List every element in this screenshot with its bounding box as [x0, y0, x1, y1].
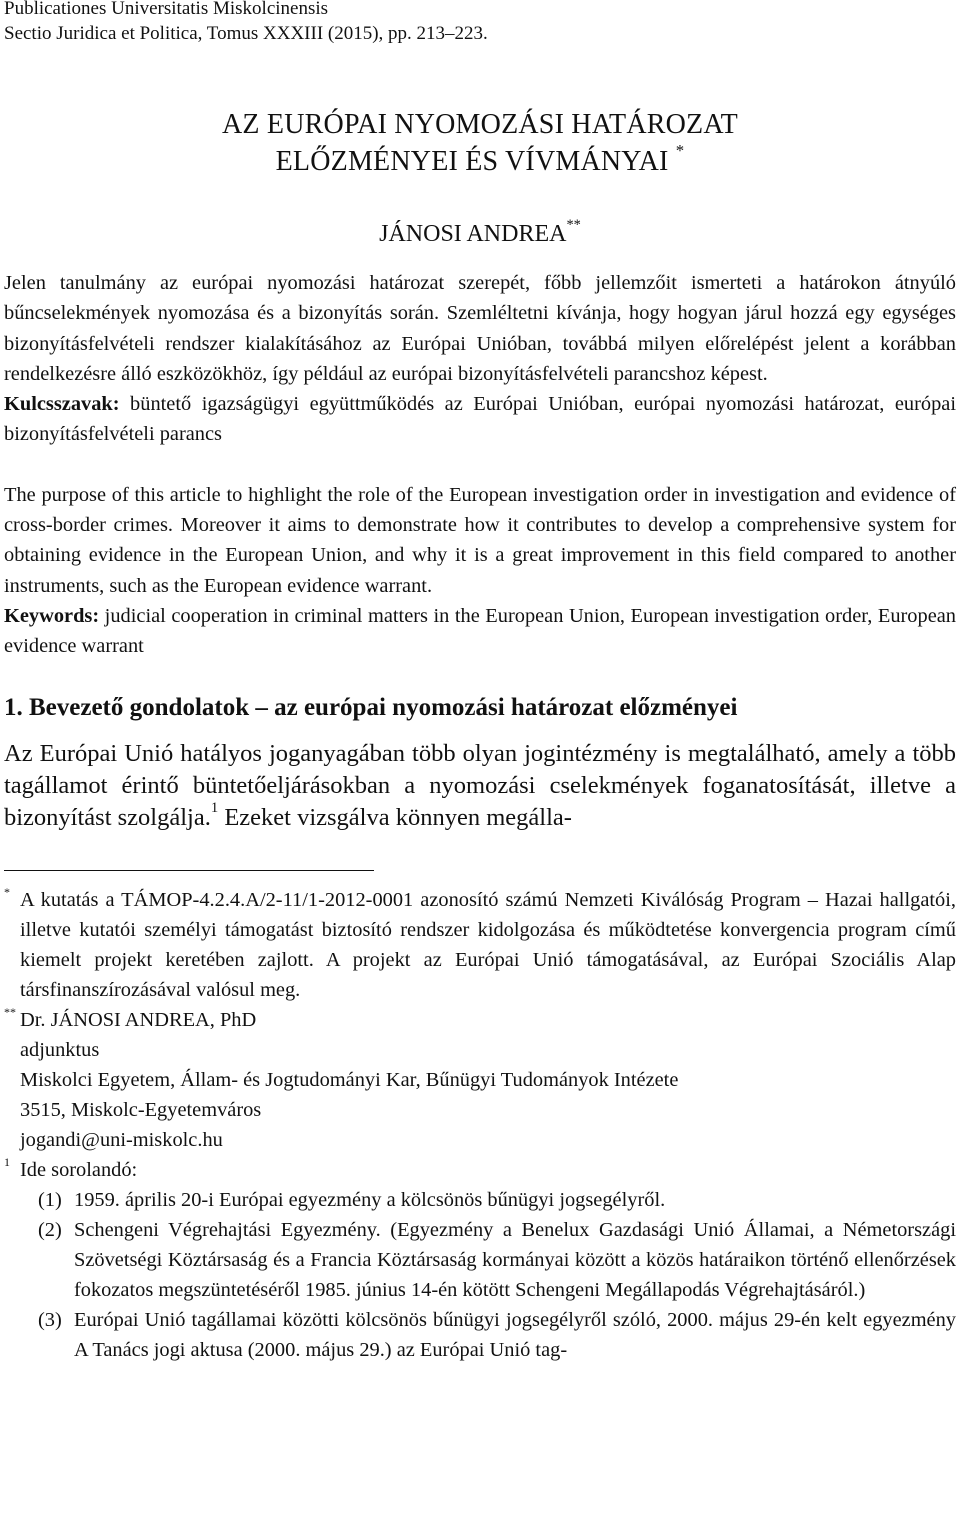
- footnote-double-star-mark: **: [4, 1004, 16, 1019]
- author-affiliation-address: 3515, Miskolc-Egyetemváros: [20, 1098, 262, 1121]
- list-item-number: (3): [38, 1308, 62, 1331]
- list-item-text: 1959. április 20-i Európai egyezmény a kölcsönös bűnügyi jogsegélyről.: [74, 1188, 666, 1211]
- keywords-hu-label: Kulcsszavak:: [4, 393, 120, 416]
- list-item: [38, 1185, 956, 1215]
- body-text-a: Az Európai Unió hatályos joganyagában több olyan jogintézmény is megtalálható, amely a több tagállamot érintő büntetőeljárásokban a nyomozási cselekmények foganatosítását, illetve a bizonyítást szolgálja.: [4, 739, 956, 831]
- keywords-hu-text: büntető igazságügyi együttműködés az Európai Unióban, európai nyomozási határozat, európai bizonyításfelvételi parancs: [4, 393, 956, 446]
- footnote-1-text: Ide sorolandó:: [20, 1158, 138, 1181]
- footnote-1-list: [4, 1185, 956, 1365]
- keywords-en-label: Keywords:: [4, 604, 100, 627]
- footnote-1: [4, 1155, 956, 1185]
- author-footnote-mark[interactable]: **: [566, 217, 581, 234]
- footnote-divider: [4, 870, 374, 871]
- footnote-1-mark: 1: [4, 1154, 10, 1169]
- author-affiliation-role: adjunktus: [20, 1038, 100, 1061]
- title-line-2-text: ELŐZMÉNYEI ÉS VÍVMÁNYAI: [275, 146, 669, 177]
- footnote-star-text: A kutatás a TÁMOP-4.2.4.A/2-11/1-2012-0001 azonosító számú Nemzeti Kiválóság Program – Hazai hallgatói, illetve kutatói személyi támogatást biztosító rendszer kidolgozása és működtetése konvergencia program című kiemelt projekt keretében zajlott. A projekt az Európai Unió támogatásával, az Európai Szociális Alap társfinanszírozásával valósul meg.: [20, 888, 956, 1001]
- keywords-en-text: judicial cooperation in criminal matters in the European Union, European investigation order, European evidence warrant: [4, 604, 956, 658]
- abstract-en-text: The purpose of this article to highlight the role of the European investigation order in investigation and evidence of cross-border crimes. Moreover it aims to demonstrate how it contributes to develop a comprehensive system for obtaining evidence in the European Union, and why it is a great improvement in this field compared to another instruments, such as the European evidence warrant.: [4, 483, 956, 597]
- author-affiliation-name: Dr. JÁNOSI ANDREA, PhD: [20, 1008, 257, 1031]
- list-item-text: Schengeni Végrehajtási Egyezmény. (Egyezmény a Benelux Gazdasági Unió Államai, a Németországi Szövetségi Köztársaság és a Francia Köztársaság kormányai között a közös határaikon történő ellenőrzések fokozatos megszüntetéséről 1985. június 14-én kötött Schengeni Megállapodás Végrehajtásáról.): [74, 1218, 956, 1301]
- abstract-hungarian: [4, 268, 956, 450]
- footnote-star-mark: *: [4, 884, 10, 899]
- footnotes: [4, 885, 956, 1365]
- footnote-star: [4, 885, 956, 1005]
- title-line-1: AZ EURÓPAI NYOMOZÁSI HATÁROZAT: [222, 109, 738, 140]
- list-item-number: (2): [38, 1218, 62, 1241]
- list-item-text: Európai Unió tagállamai közötti kölcsönös bűnügyi jogsegélyről szóló, 2000. május 29-én kelt egyezmény A Tanács jogi aktusa (2000. május 29.) az Európai Unió tag-: [74, 1308, 956, 1361]
- title-footnote-mark[interactable]: *: [675, 141, 685, 161]
- abstract-english: [4, 480, 956, 662]
- list-item: [38, 1305, 956, 1365]
- author-affiliation-institute: Miskolci Egyetem, Állam- és Jogtudományi Kar, Bűnügyi Tudományok Intézete: [20, 1068, 679, 1091]
- journal-issue: Sectio Juridica et Politica, Tomus XXXIII (2015), pp. 213–223.: [4, 23, 488, 44]
- list-item-number: (1): [38, 1188, 62, 1211]
- body-paragraph: [4, 738, 956, 834]
- paper-title: [4, 106, 956, 180]
- abstract-hu-text: Jelen tanulmány az európai nyomozási határozat szerepét, főbb jellemzőit ismerteti a határokon átnyúló bűncselekmények nyomozása és a bizonyítás során. Szemléltetni kívánja, hogy hogyan járul hozzá egy egységes bizonyításfelvételi rendszer kialakításához az Európai Unióban, továbbá milyen előrelépést jelent a korábban rendelkezésre álló eszközökhöz, így például az európai bizonyításfelvételi parancshoz képest.: [4, 272, 956, 385]
- author-line: [4, 219, 956, 249]
- body-text-b: Ezeket vizsgálva könnyen megálla-: [218, 803, 572, 831]
- list-item: [38, 1215, 956, 1305]
- author-email[interactable]: jogandi@uni-miskolc.hu: [20, 1128, 223, 1151]
- footnote-ref-1[interactable]: 1: [210, 800, 219, 817]
- section-heading: 1. Bevezető gondolatok – az európai nyomozási határozat előzményei: [4, 693, 738, 721]
- author-name: JÁNOSI ANDREA: [379, 221, 567, 247]
- title-line-2: [4, 143, 956, 180]
- footnote-double-star: [4, 1005, 956, 1155]
- journal-name: Publicationes Universitatis Miskolcinensis: [4, 0, 329, 19]
- journal-header: [4, 0, 956, 46]
